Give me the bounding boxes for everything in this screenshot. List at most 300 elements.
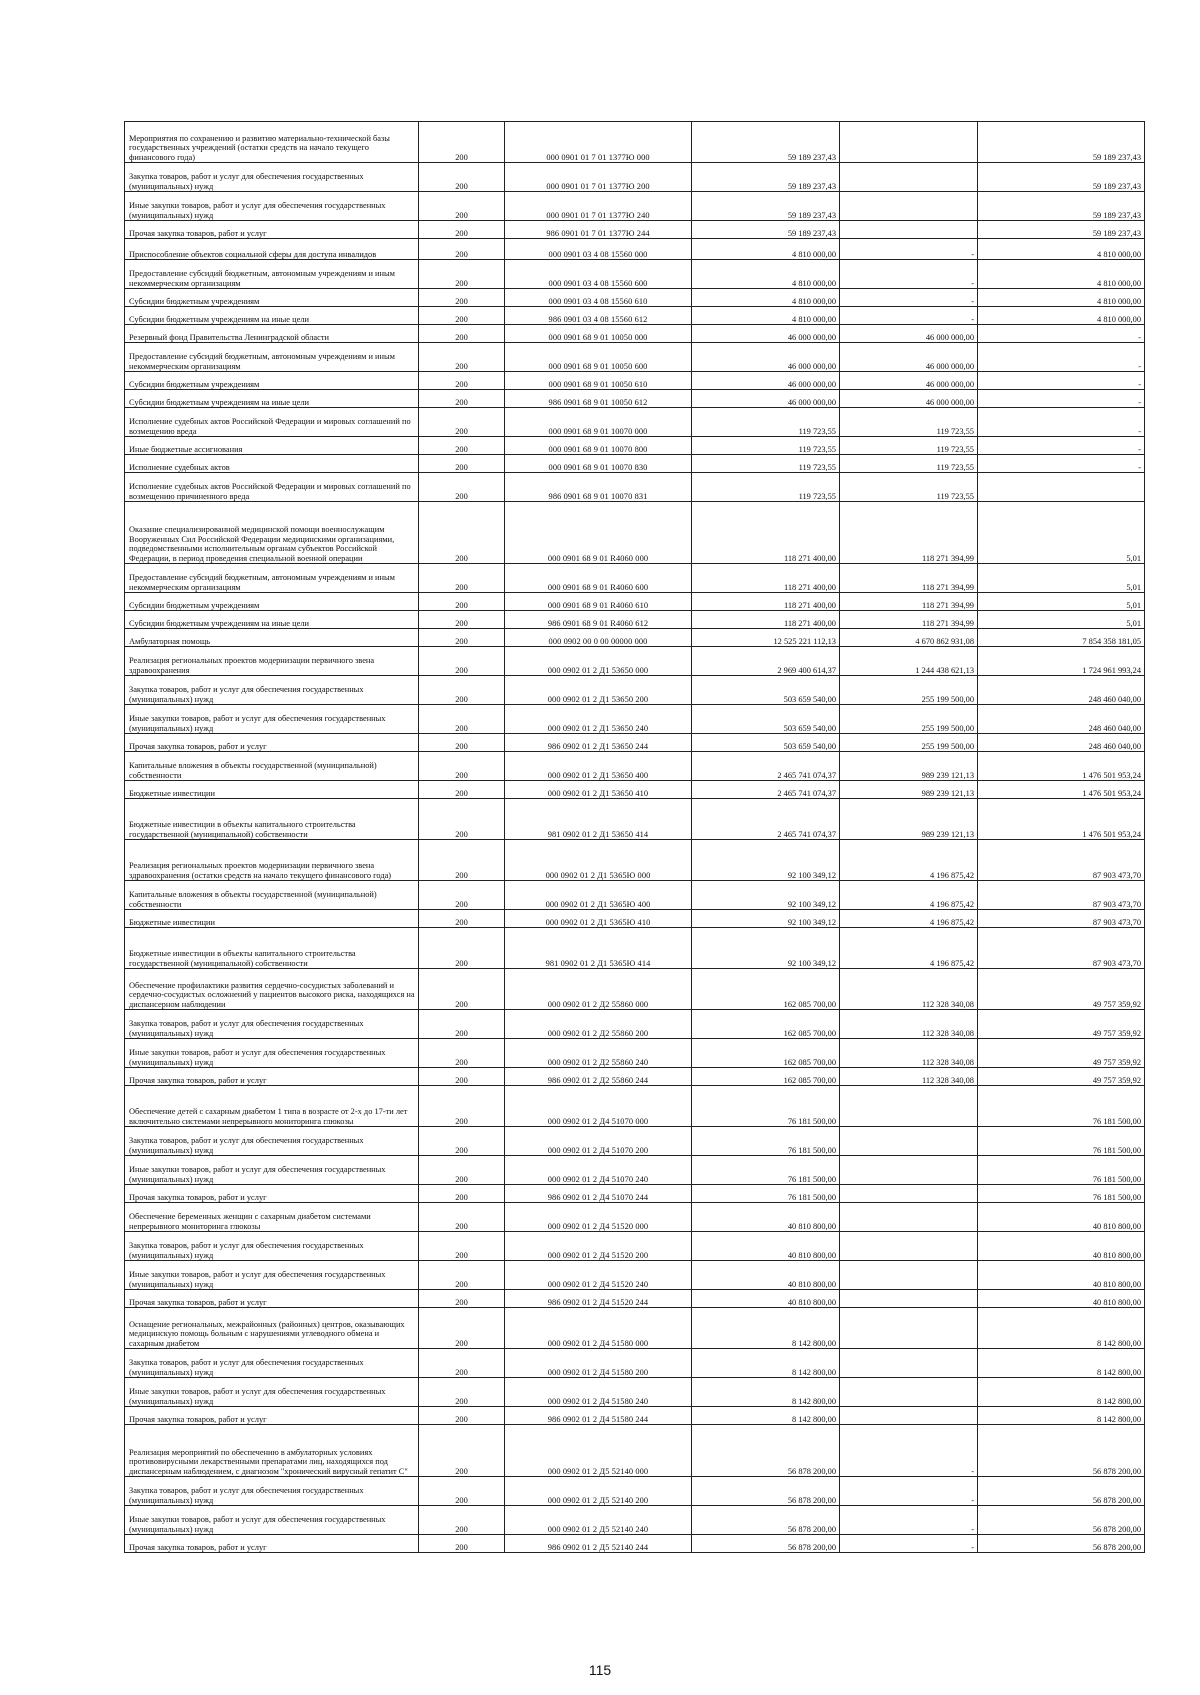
row-executed-amount: 118 271 394,99	[840, 611, 978, 629]
row-budget-classification-code: 981 0902 01 2 Д1 5365Ю 414	[505, 928, 692, 969]
table-row	[125, 437, 1145, 455]
row-unexecuted-amount: -	[978, 408, 1145, 437]
row-code: 200	[419, 192, 505, 221]
table-row	[125, 260, 1145, 289]
row-approved-amount: 76 181 500,00	[692, 1185, 840, 1203]
table-row	[125, 239, 1145, 260]
row-budget-classification-code: 000 0902 01 2 Д4 51520 000	[505, 1203, 692, 1232]
row-budget-classification-code: 000 0902 01 2 Д4 51580 000	[505, 1308, 692, 1349]
row-unexecuted-amount: -	[978, 372, 1145, 390]
row-budget-classification-code: 000 0901 03 4 08 15560 600	[505, 260, 692, 289]
row-executed-amount: 1 244 438 621,13	[840, 647, 978, 676]
row-executed-amount: 112 328 340,08	[840, 1039, 978, 1068]
row-approved-amount: 46 000 000,00	[692, 325, 840, 343]
row-name: Мероприятия по сохранению и развитию материально-технической базы государственных учреждений (остатки средств на начало текущего финансового года)	[125, 122, 419, 163]
table-row	[125, 881, 1145, 910]
row-name: Капитальные вложения в объекты государственной (муниципальной) собственности	[125, 881, 419, 910]
row-approved-amount: 59 189 237,43	[692, 163, 840, 192]
row-unexecuted-amount: 40 810 800,00	[978, 1232, 1145, 1261]
row-budget-classification-code: 986 0902 01 2 Д1 53650 244	[505, 734, 692, 752]
row-approved-amount: 92 100 349,12	[692, 928, 840, 969]
row-code: 200	[419, 1349, 505, 1378]
row-approved-amount: 119 723,55	[692, 408, 840, 437]
row-approved-amount: 46 000 000,00	[692, 390, 840, 408]
row-name: Закупка товаров, работ и услуг для обеспечения государственных (муниципальных) нужд	[125, 163, 419, 192]
row-name: Амбулаторная помощь	[125, 629, 419, 647]
row-name: Закупка товаров, работ и услуг для обеспечения государственных (муниципальных) нужд	[125, 1232, 419, 1261]
row-executed-amount: 989 239 121,13	[840, 752, 978, 781]
row-approved-amount: 4 810 000,00	[692, 239, 840, 260]
row-executed-amount: 4 196 875,42	[840, 910, 978, 928]
row-unexecuted-amount: 7 854 358 181,05	[978, 629, 1145, 647]
row-name: Исполнение судебных актов Российской Федерации и мировых соглашений по возмещению вреда	[125, 408, 419, 437]
row-budget-classification-code: 000 0901 01 7 01 1377Ю 000	[505, 122, 692, 163]
row-name: Бюджетные инвестиции в объекты капитального строительства государственной (муниципальной) собственности	[125, 799, 419, 840]
row-approved-amount: 8 142 800,00	[692, 1378, 840, 1407]
row-unexecuted-amount	[978, 473, 1145, 502]
row-name: Оснащение региональных, межрайонных (районных) центров, оказывающих медицинскую помощь больным с нарушениями углеводного обмена и сахарным диабетом	[125, 1308, 419, 1349]
table-row	[125, 1127, 1145, 1156]
row-name: Резервный фонд Правительства Ленинградской области	[125, 325, 419, 343]
row-code: 200	[419, 1127, 505, 1156]
row-unexecuted-amount: 5,01	[978, 564, 1145, 593]
row-executed-amount: 255 199 500,00	[840, 676, 978, 705]
table-row	[125, 564, 1145, 593]
row-unexecuted-amount: 5,01	[978, 611, 1145, 629]
row-name: Закупка товаров, работ и услуг для обеспечения государственных (муниципальных) нужд	[125, 1010, 419, 1039]
row-code: 200	[419, 1039, 505, 1068]
row-budget-classification-code: 000 0901 68 9 01 10070 830	[505, 455, 692, 473]
row-code: 200	[419, 163, 505, 192]
row-executed-amount: 119 723,55	[840, 437, 978, 455]
row-name: Иные закупки товаров, работ и услуг для обеспечения государственных (муниципальных) нужд	[125, 1261, 419, 1290]
table-row	[125, 1425, 1145, 1477]
table-row	[125, 307, 1145, 325]
row-budget-classification-code: 000 0901 01 7 01 1377Ю 200	[505, 163, 692, 192]
row-name: Бюджетные инвестиции в объекты капитального строительства государственной (муниципальной) собственности	[125, 928, 419, 969]
row-code: 200	[419, 705, 505, 734]
row-name: Субсидии бюджетным учреждениям	[125, 289, 419, 307]
table-row	[125, 1290, 1145, 1308]
row-budget-classification-code: 000 0902 01 2 Д1 53650 400	[505, 752, 692, 781]
row-name: Закупка товаров, работ и услуг для обеспечения государственных (муниципальных) нужд	[125, 676, 419, 705]
row-executed-amount: 46 000 000,00	[840, 390, 978, 408]
row-name: Предоставление субсидий бюджетным, автономным учреждениям и иным некоммерческим организациям	[125, 564, 419, 593]
row-approved-amount: 503 659 540,00	[692, 734, 840, 752]
row-budget-classification-code: 000 0901 68 9 01 10050 600	[505, 343, 692, 372]
row-approved-amount: 4 810 000,00	[692, 260, 840, 289]
row-code: 200	[419, 455, 505, 473]
row-approved-amount: 162 085 700,00	[692, 1068, 840, 1086]
row-approved-amount: 8 142 800,00	[692, 1308, 840, 1349]
row-budget-classification-code: 986 0902 01 2 Д4 51520 244	[505, 1290, 692, 1308]
row-code: 200	[419, 969, 505, 1010]
table-row	[125, 372, 1145, 390]
row-code: 200	[419, 372, 505, 390]
table-row	[125, 221, 1145, 239]
row-unexecuted-amount: 4 810 000,00	[978, 239, 1145, 260]
row-approved-amount: 8 142 800,00	[692, 1407, 840, 1425]
row-code: 200	[419, 260, 505, 289]
row-budget-classification-code: 000 0902 01 2 Д4 51070 200	[505, 1127, 692, 1156]
table-body	[125, 122, 1145, 1553]
row-executed-amount	[840, 1232, 978, 1261]
row-unexecuted-amount: 5,01	[978, 502, 1145, 564]
row-executed-amount	[840, 1203, 978, 1232]
row-approved-amount: 2 969 400 614,37	[692, 647, 840, 676]
row-executed-amount: 119 723,55	[840, 408, 978, 437]
row-name: Исполнение судебных актов Российской Федерации и мировых соглашений по возмещению причиненного вреда	[125, 473, 419, 502]
row-executed-amount: 4 196 875,42	[840, 881, 978, 910]
row-name: Иные закупки товаров, работ и услуг для обеспечения государственных (муниципальных) нужд	[125, 1506, 419, 1535]
row-budget-classification-code: 986 0901 01 7 01 1377Ю 244	[505, 221, 692, 239]
row-approved-amount: 118 271 400,00	[692, 502, 840, 564]
row-approved-amount: 162 085 700,00	[692, 1039, 840, 1068]
row-approved-amount: 40 810 800,00	[692, 1290, 840, 1308]
row-approved-amount: 56 878 200,00	[692, 1425, 840, 1477]
row-approved-amount: 59 189 237,43	[692, 221, 840, 239]
row-name: Иные закупки товаров, работ и услуг для обеспечения государственных (муниципальных) нужд	[125, 1039, 419, 1068]
row-unexecuted-amount: 1 476 501 953,24	[978, 799, 1145, 840]
row-name: Реализация мероприятий по обеспечению в амбулаторных условиях противовирусными лекарственными препаратами лиц, находящихся под диспансерным наблюдением, с диагнозом "хронический вирусный гепатит С"	[125, 1425, 419, 1477]
row-name: Иные закупки товаров, работ и услуг для обеспечения государственных (муниципальных) нужд	[125, 1378, 419, 1407]
table-row	[125, 122, 1145, 163]
row-unexecuted-amount: 76 181 500,00	[978, 1127, 1145, 1156]
row-budget-classification-code: 986 0901 68 9 01 10070 831	[505, 473, 692, 502]
row-approved-amount: 46 000 000,00	[692, 343, 840, 372]
row-approved-amount: 118 271 400,00	[692, 593, 840, 611]
row-unexecuted-amount: 40 810 800,00	[978, 1203, 1145, 1232]
row-budget-classification-code: 986 0902 01 2 Д2 55860 244	[505, 1068, 692, 1086]
page-number: 115	[588, 1662, 612, 1678]
row-name: Бюджетные инвестиции	[125, 910, 419, 928]
row-code: 200	[419, 1506, 505, 1535]
row-executed-amount	[840, 1185, 978, 1203]
row-approved-amount: 59 189 237,43	[692, 192, 840, 221]
row-name: Закупка товаров, работ и услуг для обеспечения государственных (муниципальных) нужд	[125, 1127, 419, 1156]
row-budget-classification-code: 000 0901 68 9 01 10050 610	[505, 372, 692, 390]
row-unexecuted-amount: 56 878 200,00	[978, 1506, 1145, 1535]
row-code: 200	[419, 1535, 505, 1553]
row-unexecuted-amount: 76 181 500,00	[978, 1156, 1145, 1185]
row-unexecuted-amount: 4 810 000,00	[978, 307, 1145, 325]
row-approved-amount: 2 465 741 074,37	[692, 752, 840, 781]
table-row	[125, 629, 1145, 647]
row-budget-classification-code: 981 0902 01 2 Д1 53650 414	[505, 799, 692, 840]
row-budget-classification-code: 000 0902 01 2 Д1 53650 200	[505, 676, 692, 705]
row-unexecuted-amount: 49 757 359,92	[978, 1010, 1145, 1039]
row-unexecuted-amount: 59 189 237,43	[978, 122, 1145, 163]
row-unexecuted-amount: 59 189 237,43	[978, 192, 1145, 221]
row-code: 200	[419, 390, 505, 408]
table-row	[125, 1156, 1145, 1185]
row-unexecuted-amount: 49 757 359,92	[978, 1039, 1145, 1068]
row-executed-amount	[840, 1290, 978, 1308]
row-code: 200	[419, 408, 505, 437]
row-unexecuted-amount: -	[978, 325, 1145, 343]
table-row	[125, 1086, 1145, 1127]
table-row	[125, 473, 1145, 502]
table-row	[125, 455, 1145, 473]
row-code: 200	[419, 781, 505, 799]
row-code: 200	[419, 593, 505, 611]
row-approved-amount: 56 878 200,00	[692, 1477, 840, 1506]
row-name: Субсидии бюджетным учреждениям	[125, 372, 419, 390]
row-code: 200	[419, 1068, 505, 1086]
row-code: 200	[419, 910, 505, 928]
row-executed-amount: 118 271 394,99	[840, 502, 978, 564]
row-approved-amount: 76 181 500,00	[692, 1156, 840, 1185]
row-code: 200	[419, 1378, 505, 1407]
row-executed-amount: 255 199 500,00	[840, 705, 978, 734]
table-row	[125, 928, 1145, 969]
table-row	[125, 289, 1145, 307]
row-executed-amount: 989 239 121,13	[840, 781, 978, 799]
row-approved-amount: 503 659 540,00	[692, 705, 840, 734]
row-approved-amount: 162 085 700,00	[692, 1010, 840, 1039]
table-row	[125, 343, 1145, 372]
row-budget-classification-code: 986 0902 01 2 Д4 51070 244	[505, 1185, 692, 1203]
table-row	[125, 676, 1145, 705]
row-unexecuted-amount: 87 903 473,70	[978, 928, 1145, 969]
row-unexecuted-amount: 59 189 237,43	[978, 221, 1145, 239]
row-budget-classification-code: 000 0902 01 2 Д5 52140 240	[505, 1506, 692, 1535]
row-budget-classification-code: 000 0901 68 9 01 10070 000	[505, 408, 692, 437]
row-name: Прочая закупка товаров, работ и услуг	[125, 1068, 419, 1086]
row-code: 200	[419, 629, 505, 647]
budget-execution-table	[124, 121, 1145, 1553]
row-unexecuted-amount: 76 181 500,00	[978, 1185, 1145, 1203]
row-budget-classification-code: 000 0902 01 2 Д5 52140 000	[505, 1425, 692, 1477]
row-unexecuted-amount: -	[978, 343, 1145, 372]
row-name: Прочая закупка товаров, работ и услуг	[125, 1535, 419, 1553]
row-budget-classification-code: 000 0902 01 2 Д2 55860 240	[505, 1039, 692, 1068]
row-approved-amount: 40 810 800,00	[692, 1261, 840, 1290]
row-budget-classification-code: 000 0902 01 2 Д4 51070 000	[505, 1086, 692, 1127]
table-row	[125, 1378, 1145, 1407]
row-name: Субсидии бюджетным учреждениям на иные цели	[125, 611, 419, 629]
row-name: Прочая закупка товаров, работ и услуг	[125, 1407, 419, 1425]
row-budget-classification-code: 000 0902 01 2 Д2 55860 000	[505, 969, 692, 1010]
row-executed-amount	[840, 1407, 978, 1425]
row-budget-classification-code: 000 0902 01 2 Д4 51580 200	[505, 1349, 692, 1378]
row-unexecuted-amount: 1 724 961 993,24	[978, 647, 1145, 676]
row-executed-amount	[840, 192, 978, 221]
table-row	[125, 502, 1145, 564]
row-name: Реализация региональных проектов модернизации первичного звена здравоохранения	[125, 647, 419, 676]
row-executed-amount	[840, 122, 978, 163]
table-row	[125, 705, 1145, 734]
table-row	[125, 1068, 1145, 1086]
row-executed-amount	[840, 1127, 978, 1156]
row-executed-amount: 112 328 340,08	[840, 1010, 978, 1039]
row-unexecuted-amount: 248 460 040,00	[978, 734, 1145, 752]
row-unexecuted-amount: 87 903 473,70	[978, 910, 1145, 928]
table-row	[125, 325, 1145, 343]
row-name: Субсидии бюджетным учреждениям	[125, 593, 419, 611]
row-executed-amount: -	[840, 1535, 978, 1553]
row-unexecuted-amount: 56 878 200,00	[978, 1425, 1145, 1477]
row-approved-amount: 40 810 800,00	[692, 1203, 840, 1232]
row-budget-classification-code: 986 0901 68 9 01 R4060 612	[505, 611, 692, 629]
row-approved-amount: 118 271 400,00	[692, 564, 840, 593]
row-approved-amount: 119 723,55	[692, 473, 840, 502]
row-unexecuted-amount: 4 810 000,00	[978, 289, 1145, 307]
row-approved-amount: 4 810 000,00	[692, 307, 840, 325]
row-budget-classification-code: 986 0901 03 4 08 15560 612	[505, 307, 692, 325]
row-name: Обеспечение беременных женщин с сахарным диабетом системами непрерывного мониторинга глюкозы	[125, 1203, 419, 1232]
row-code: 200	[419, 1290, 505, 1308]
table-row	[125, 1203, 1145, 1232]
table-row	[125, 593, 1145, 611]
row-code: 200	[419, 122, 505, 163]
row-name: Прочая закупка товаров, работ и услуг	[125, 1185, 419, 1203]
row-executed-amount: 989 239 121,13	[840, 799, 978, 840]
table-row	[125, 1407, 1145, 1425]
row-unexecuted-amount: 59 189 237,43	[978, 163, 1145, 192]
row-unexecuted-amount: 40 810 800,00	[978, 1261, 1145, 1290]
table-row	[125, 1185, 1145, 1203]
table-row	[125, 1308, 1145, 1349]
row-name: Иные закупки товаров, работ и услуг для обеспечения государственных (муниципальных) нужд	[125, 192, 419, 221]
row-approved-amount: 76 181 500,00	[692, 1086, 840, 1127]
row-unexecuted-amount: 49 757 359,92	[978, 969, 1145, 1010]
table-row	[125, 1010, 1145, 1039]
row-unexecuted-amount: 76 181 500,00	[978, 1086, 1145, 1127]
row-budget-classification-code: 000 0901 68 9 01 R4060 610	[505, 593, 692, 611]
row-unexecuted-amount: 40 810 800,00	[978, 1290, 1145, 1308]
row-unexecuted-amount: 248 460 040,00	[978, 705, 1145, 734]
row-name: Иные закупки товаров, работ и услуг для обеспечения государственных (муниципальных) нужд	[125, 705, 419, 734]
row-code: 200	[419, 1086, 505, 1127]
row-budget-classification-code: 986 0902 01 2 Д5 52140 244	[505, 1535, 692, 1553]
row-unexecuted-amount: 4 810 000,00	[978, 260, 1145, 289]
row-unexecuted-amount: 8 142 800,00	[978, 1308, 1145, 1349]
row-executed-amount: 119 723,55	[840, 473, 978, 502]
row-code: 200	[419, 647, 505, 676]
row-budget-classification-code: 000 0902 01 2 Д1 53650 000	[505, 647, 692, 676]
row-budget-classification-code: 000 0902 01 2 Д4 51520 240	[505, 1261, 692, 1290]
row-budget-classification-code: 000 0902 01 2 Д5 52140 200	[505, 1477, 692, 1506]
row-unexecuted-amount: 56 878 200,00	[978, 1477, 1145, 1506]
row-code: 200	[419, 1425, 505, 1477]
table-row	[125, 781, 1145, 799]
row-budget-classification-code: 986 0902 01 2 Д4 51580 244	[505, 1407, 692, 1425]
row-name: Прочая закупка товаров, работ и услуг	[125, 221, 419, 239]
row-budget-classification-code: 000 0901 68 9 01 R4060 600	[505, 564, 692, 593]
row-executed-amount: 118 271 394,99	[840, 593, 978, 611]
row-name: Бюджетные инвестиции	[125, 781, 419, 799]
table-row	[125, 647, 1145, 676]
row-executed-amount	[840, 1308, 978, 1349]
row-name: Иные закупки товаров, работ и услуг для обеспечения государственных (муниципальных) нужд	[125, 1156, 419, 1185]
row-approved-amount: 2 465 741 074,37	[692, 799, 840, 840]
row-code: 200	[419, 564, 505, 593]
table-row	[125, 1232, 1145, 1261]
row-executed-amount: -	[840, 1477, 978, 1506]
table-row	[125, 734, 1145, 752]
row-executed-amount	[840, 221, 978, 239]
row-executed-amount: -	[840, 239, 978, 260]
row-executed-amount	[840, 163, 978, 192]
row-name: Субсидии бюджетным учреждениям на иные цели	[125, 390, 419, 408]
row-executed-amount: 255 199 500,00	[840, 734, 978, 752]
row-approved-amount: 4 810 000,00	[692, 289, 840, 307]
row-name: Исполнение судебных актов	[125, 455, 419, 473]
row-executed-amount: -	[840, 289, 978, 307]
row-name: Обеспечение детей с сахарным диабетом 1 типа в возрасте от 2-х до 17-ти лет включительно системами непрерывного мониторинга глюкозы	[125, 1086, 419, 1127]
table-row	[125, 1349, 1145, 1378]
table-row	[125, 390, 1145, 408]
row-code: 200	[419, 289, 505, 307]
table-row	[125, 1039, 1145, 1068]
row-code: 200	[419, 307, 505, 325]
row-executed-amount: 4 670 862 931,08	[840, 629, 978, 647]
row-approved-amount: 92 100 349,12	[692, 910, 840, 928]
row-name: Капитальные вложения в объекты государственной (муниципальной) собственности	[125, 752, 419, 781]
row-approved-amount: 92 100 349,12	[692, 881, 840, 910]
row-executed-amount: 112 328 340,08	[840, 1068, 978, 1086]
row-budget-classification-code: 000 0902 01 2 Д1 53650 240	[505, 705, 692, 734]
row-budget-classification-code: 000 0901 68 9 01 10050 000	[505, 325, 692, 343]
row-approved-amount: 119 723,55	[692, 455, 840, 473]
row-unexecuted-amount: -	[978, 437, 1145, 455]
row-unexecuted-amount: 49 757 359,92	[978, 1068, 1145, 1086]
row-code: 200	[419, 1010, 505, 1039]
row-name: Закупка товаров, работ и услуг для обеспечения государственных (муниципальных) нужд	[125, 1477, 419, 1506]
row-approved-amount: 40 810 800,00	[692, 1232, 840, 1261]
row-budget-classification-code: 000 0902 01 2 Д1 5365Ю 400	[505, 881, 692, 910]
row-name: Реализация региональных проектов модернизации первичного звена здравоохранения (остатки средств на начало текущего финансового года)	[125, 840, 419, 881]
row-code: 200	[419, 502, 505, 564]
row-name: Иные бюджетные ассигнования	[125, 437, 419, 455]
table-row	[125, 408, 1145, 437]
table-row	[125, 1535, 1145, 1553]
row-approved-amount: 162 085 700,00	[692, 969, 840, 1010]
row-unexecuted-amount: 8 142 800,00	[978, 1407, 1145, 1425]
row-name: Прочая закупка товаров, работ и услуг	[125, 1290, 419, 1308]
row-approved-amount: 56 878 200,00	[692, 1535, 840, 1553]
row-unexecuted-amount: 87 903 473,70	[978, 881, 1145, 910]
row-executed-amount	[840, 1349, 978, 1378]
row-code: 200	[419, 1407, 505, 1425]
row-name: Предоставление субсидий бюджетным, автономным учреждениям и иным некоммерческим организациям	[125, 260, 419, 289]
row-code: 200	[419, 840, 505, 881]
row-unexecuted-amount: 8 142 800,00	[978, 1378, 1145, 1407]
row-name: Прочая закупка товаров, работ и услуг	[125, 734, 419, 752]
row-unexecuted-amount: 1 476 501 953,24	[978, 781, 1145, 799]
row-code: 200	[419, 881, 505, 910]
row-unexecuted-amount: 87 903 473,70	[978, 840, 1145, 881]
row-executed-amount: 119 723,55	[840, 455, 978, 473]
row-code: 200	[419, 1308, 505, 1349]
row-name: Оказание специализированной медицинской помощи военнослужащим Вооруженных Сил Российской Федерации медицинскими организациями, подведомственными исполнительным органам субъектов Российской Федерации, в период проведения специальной военной операции	[125, 502, 419, 564]
row-approved-amount: 118 271 400,00	[692, 611, 840, 629]
row-budget-classification-code: 000 0902 01 2 Д4 51520 200	[505, 1232, 692, 1261]
row-code: 200	[419, 325, 505, 343]
row-executed-amount: -	[840, 1506, 978, 1535]
row-code: 200	[419, 1203, 505, 1232]
row-approved-amount: 503 659 540,00	[692, 676, 840, 705]
row-budget-classification-code: 000 0902 01 2 Д1 53650 410	[505, 781, 692, 799]
row-unexecuted-amount: 56 878 200,00	[978, 1535, 1145, 1553]
row-executed-amount	[840, 1086, 978, 1127]
row-code: 200	[419, 928, 505, 969]
row-name: Обеспечение профилактики развития сердечно-сосудистых заболеваний и сердечно-сосудистых осложнений у пациентов высокого риска, находящихся на диспансерном наблюдении	[125, 969, 419, 1010]
row-executed-amount	[840, 1261, 978, 1290]
row-approved-amount: 59 189 237,43	[692, 122, 840, 163]
row-budget-classification-code: 000 0901 03 4 08 15560 610	[505, 289, 692, 307]
